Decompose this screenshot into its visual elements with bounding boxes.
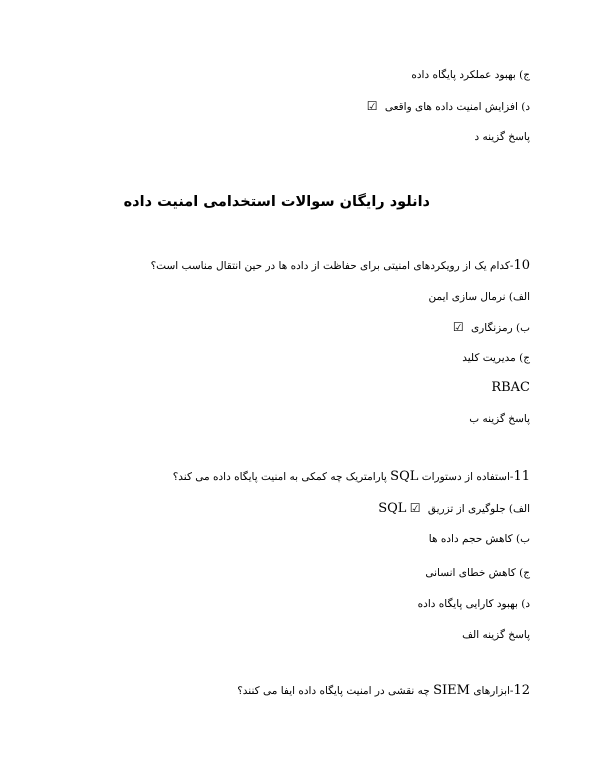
question-text-sql: SQL (390, 469, 419, 484)
question-number: 10 (513, 258, 530, 273)
checkmark-icon: ☑ (366, 99, 378, 113)
checkmark-icon: ☑ (452, 320, 464, 334)
option-text: د) افزایش امنیت داده های واقعی (384, 101, 530, 113)
question-number: 11 (513, 469, 530, 484)
question-12 (60, 683, 530, 699)
q10-option-a: الف) نرمال سازی ایمن (428, 291, 530, 303)
answer-d: پاسخ گزینه د (474, 131, 530, 143)
q10-option-b (60, 319, 530, 337)
question-11 (60, 469, 530, 485)
question-number: 12 (513, 683, 530, 698)
q11-option-c: ج) کاهش خطای انسانی (425, 567, 530, 579)
option-c-db-performance: ج) بهبود عملکرد پایگاه داده (411, 69, 530, 81)
checkmark-icon: ☑ (409, 501, 421, 515)
q10-option-d: RBAC (491, 380, 530, 395)
question-text-siem: SIEM (433, 683, 470, 698)
q11-option-d: د) بهبود کارایی پایگاه داده (417, 598, 530, 610)
option-d-real-data-security (60, 98, 530, 116)
question-text-post: پارامتریک چه کمکی به امنیت پایگاه داده می کند؟ (172, 471, 387, 483)
question-text-pre: -ابزارهای (473, 685, 514, 697)
question-text: -کدام یک از رویکردهای امنیتی برای حفاظت از داده ها در حین انتقال مناسب است؟ (150, 260, 514, 272)
question-text-post: چه نقشی در امنیت پایگاه داده ایفا می کنند؟ (237, 685, 430, 697)
q11-answer: پاسخ گزینه الف (462, 629, 530, 641)
section-heading: دانلود رایگان سوالات استخدامی امنیت داده (123, 194, 430, 210)
option-text: ب) رمزنگاری (470, 322, 530, 334)
option-text-sql: SQL (378, 501, 407, 516)
option-text: الف) جلوگیری از تزریق (427, 503, 530, 515)
q11-option-b: ب) کاهش حجم داده ها (428, 533, 530, 545)
q11-option-a (60, 500, 530, 518)
question-10 (60, 258, 530, 274)
question-text-pre: -استفاده از دستورات (421, 471, 514, 483)
q10-answer: پاسخ گزینه ب (469, 413, 530, 425)
q10-option-c: ج) مدیریت کلید (462, 352, 530, 364)
